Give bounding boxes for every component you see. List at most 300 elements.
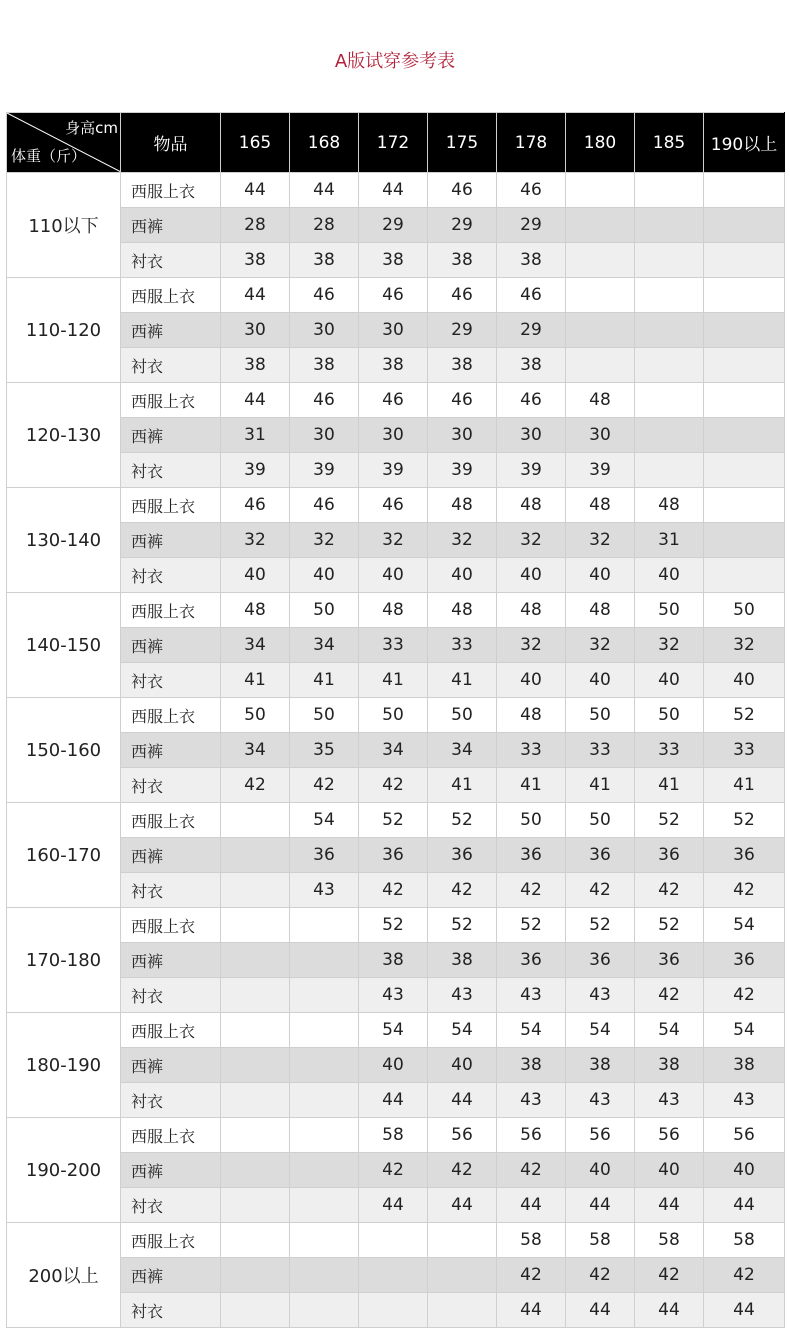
size-value-cell: 44 (704, 1293, 785, 1328)
size-value-cell: 44 (221, 173, 290, 208)
size-value-cell: 42 (635, 1258, 704, 1293)
size-value-cell: 32 (704, 628, 785, 663)
size-value-cell: 41 (497, 768, 566, 803)
size-value-cell: 42 (497, 1153, 566, 1188)
size-value-cell: 42 (428, 873, 497, 908)
size-value-cell (704, 173, 785, 208)
size-value-cell: 36 (704, 943, 785, 978)
size-value-cell: 46 (359, 488, 428, 523)
height-column-header: 172 (359, 113, 428, 173)
size-value-cell: 40 (566, 1153, 635, 1188)
table-row (7, 803, 785, 838)
size-value-cell: 34 (290, 628, 359, 663)
size-value-cell: 30 (290, 418, 359, 453)
size-value-cell: 54 (704, 1013, 785, 1048)
size-value-cell: 41 (221, 663, 290, 698)
size-value-cell (290, 1013, 359, 1048)
table-row (7, 348, 785, 383)
size-value-cell (635, 278, 704, 313)
size-value-cell (704, 243, 785, 278)
table-row (7, 523, 785, 558)
size-value-cell: 54 (428, 1013, 497, 1048)
size-value-cell: 39 (221, 453, 290, 488)
table-row (7, 1118, 785, 1153)
size-value-cell: 38 (359, 348, 428, 383)
size-value-cell: 38 (428, 348, 497, 383)
size-value-cell: 50 (704, 593, 785, 628)
size-value-cell: 39 (497, 453, 566, 488)
size-value-cell: 40 (635, 558, 704, 593)
size-value-cell: 42 (497, 873, 566, 908)
size-value-cell: 44 (359, 1188, 428, 1223)
size-value-cell: 58 (566, 1223, 635, 1258)
table-row (7, 1258, 785, 1293)
size-value-cell (221, 1293, 290, 1328)
item-name-cell: 西服上衣 (121, 803, 221, 838)
size-value-cell: 52 (428, 908, 497, 943)
size-value-cell (359, 1293, 428, 1328)
item-name-cell: 衬衣 (121, 558, 221, 593)
weight-range-cell: 110以下 (7, 173, 121, 278)
size-value-cell: 43 (635, 1083, 704, 1118)
table-row (7, 418, 785, 453)
size-value-cell: 41 (635, 768, 704, 803)
weight-range-cell: 120-130 (7, 383, 121, 488)
size-value-cell: 44 (359, 173, 428, 208)
size-value-cell: 33 (497, 733, 566, 768)
size-value-cell: 30 (290, 313, 359, 348)
item-name-cell: 西服上衣 (121, 908, 221, 943)
size-value-cell (290, 943, 359, 978)
table-row (7, 278, 785, 313)
item-name-cell: 西服上衣 (121, 1118, 221, 1153)
size-value-cell: 40 (428, 558, 497, 593)
size-value-cell: 44 (221, 278, 290, 313)
size-value-cell: 40 (704, 663, 785, 698)
size-value-cell: 31 (221, 418, 290, 453)
size-value-cell: 43 (497, 1083, 566, 1118)
size-value-cell (221, 873, 290, 908)
size-value-cell: 38 (221, 243, 290, 278)
table-row (7, 628, 785, 663)
size-value-cell: 44 (635, 1188, 704, 1223)
size-value-cell: 38 (290, 348, 359, 383)
size-value-cell: 46 (290, 488, 359, 523)
size-value-cell: 36 (704, 838, 785, 873)
size-value-cell: 40 (635, 1153, 704, 1188)
weight-range-cell: 150-160 (7, 698, 121, 803)
size-value-cell (359, 1223, 428, 1258)
size-value-cell: 30 (566, 418, 635, 453)
size-value-cell (290, 1048, 359, 1083)
item-name-cell: 西服上衣 (121, 1013, 221, 1048)
size-value-cell: 32 (566, 628, 635, 663)
size-value-cell: 34 (359, 733, 428, 768)
size-value-cell: 41 (566, 768, 635, 803)
size-value-cell (221, 1188, 290, 1223)
size-value-cell: 54 (290, 803, 359, 838)
size-value-cell: 52 (704, 803, 785, 838)
size-value-cell: 39 (566, 453, 635, 488)
size-value-cell: 50 (290, 593, 359, 628)
item-name-cell: 西服上衣 (121, 383, 221, 418)
height-column-header: 178 (497, 113, 566, 173)
size-value-cell: 48 (566, 593, 635, 628)
size-value-cell (428, 1258, 497, 1293)
size-value-cell: 42 (635, 978, 704, 1013)
table-row (7, 1083, 785, 1118)
size-value-cell: 38 (428, 243, 497, 278)
size-value-cell: 35 (290, 733, 359, 768)
table-row (7, 558, 785, 593)
size-value-cell (221, 1013, 290, 1048)
size-value-cell: 54 (635, 1013, 704, 1048)
size-value-cell: 52 (704, 698, 785, 733)
size-chart-table (6, 112, 785, 1328)
size-value-cell: 44 (221, 383, 290, 418)
size-value-cell: 48 (497, 698, 566, 733)
size-value-cell: 46 (359, 383, 428, 418)
size-value-cell: 43 (566, 1083, 635, 1118)
item-name-cell: 衬衣 (121, 1083, 221, 1118)
size-value-cell: 48 (497, 488, 566, 523)
size-value-cell: 46 (290, 383, 359, 418)
weight-range-cell: 140-150 (7, 593, 121, 698)
size-value-cell: 42 (359, 873, 428, 908)
size-value-cell: 42 (428, 1153, 497, 1188)
height-column-header: 175 (428, 113, 497, 173)
table-row (7, 908, 785, 943)
table-row (7, 1153, 785, 1188)
size-value-cell: 33 (428, 628, 497, 663)
size-value-cell: 34 (221, 628, 290, 663)
size-value-cell: 44 (566, 1293, 635, 1328)
size-value-cell (221, 978, 290, 1013)
size-value-cell (566, 208, 635, 243)
size-value-cell: 36 (290, 838, 359, 873)
size-value-cell: 42 (704, 1258, 785, 1293)
size-value-cell: 40 (497, 663, 566, 698)
size-value-cell (566, 348, 635, 383)
size-value-cell: 44 (704, 1188, 785, 1223)
size-value-cell (704, 558, 785, 593)
size-value-cell: 54 (566, 1013, 635, 1048)
size-value-cell: 33 (635, 733, 704, 768)
size-value-cell (566, 313, 635, 348)
height-column-header: 190以上 (704, 113, 785, 173)
size-value-cell: 52 (566, 908, 635, 943)
size-value-cell (221, 1258, 290, 1293)
table-row (7, 208, 785, 243)
item-name-cell: 衬衣 (121, 768, 221, 803)
size-value-cell (704, 418, 785, 453)
size-value-cell (290, 1293, 359, 1328)
size-value-cell: 44 (497, 1188, 566, 1223)
size-value-cell: 30 (359, 418, 428, 453)
size-value-cell: 32 (359, 523, 428, 558)
height-column-header: 168 (290, 113, 359, 173)
size-value-cell: 40 (497, 558, 566, 593)
size-value-cell: 32 (428, 523, 497, 558)
size-value-cell: 58 (497, 1223, 566, 1258)
size-value-cell (566, 243, 635, 278)
weight-range-cell: 200以上 (7, 1223, 121, 1328)
item-name-cell: 西裤 (121, 1153, 221, 1188)
size-value-cell: 36 (497, 943, 566, 978)
size-value-cell: 46 (428, 383, 497, 418)
size-value-cell (704, 278, 785, 313)
size-value-cell (704, 523, 785, 558)
weight-range-cell: 160-170 (7, 803, 121, 908)
size-value-cell: 32 (635, 628, 704, 663)
size-value-cell: 46 (497, 383, 566, 418)
size-value-cell: 38 (704, 1048, 785, 1083)
table-row (7, 873, 785, 908)
size-value-cell: 54 (704, 908, 785, 943)
size-value-cell (635, 348, 704, 383)
size-value-cell: 41 (428, 663, 497, 698)
size-value-cell: 50 (497, 803, 566, 838)
item-column-header: 物品 (121, 113, 221, 173)
size-value-cell: 56 (428, 1118, 497, 1153)
size-value-cell (290, 1118, 359, 1153)
size-value-cell (221, 803, 290, 838)
header-row (7, 113, 785, 173)
item-name-cell: 西裤 (121, 838, 221, 873)
size-value-cell: 40 (704, 1153, 785, 1188)
size-value-cell: 42 (704, 978, 785, 1013)
size-value-cell: 38 (635, 1048, 704, 1083)
size-value-cell (635, 383, 704, 418)
size-value-cell: 50 (635, 593, 704, 628)
table-row (7, 383, 785, 418)
item-name-cell: 西服上衣 (121, 278, 221, 313)
size-value-cell: 36 (566, 943, 635, 978)
size-value-cell: 29 (497, 208, 566, 243)
size-value-cell: 46 (428, 278, 497, 313)
size-value-cell: 48 (221, 593, 290, 628)
size-value-cell: 42 (704, 873, 785, 908)
size-value-cell: 38 (497, 1048, 566, 1083)
size-value-cell: 32 (566, 523, 635, 558)
table-row (7, 313, 785, 348)
size-value-cell: 58 (359, 1118, 428, 1153)
size-value-cell (221, 1223, 290, 1258)
size-value-cell: 38 (428, 943, 497, 978)
size-value-cell: 42 (290, 768, 359, 803)
size-value-cell: 29 (428, 208, 497, 243)
size-value-cell: 52 (359, 803, 428, 838)
weight-range-cell: 110-120 (7, 278, 121, 383)
table-row (7, 978, 785, 1013)
size-value-cell (635, 243, 704, 278)
table-row (7, 663, 785, 698)
size-value-cell (428, 1223, 497, 1258)
item-name-cell: 西服上衣 (121, 488, 221, 523)
item-name-cell: 西裤 (121, 313, 221, 348)
item-name-cell: 西裤 (121, 733, 221, 768)
table-row (7, 243, 785, 278)
size-value-cell: 30 (359, 313, 428, 348)
size-value-cell: 43 (290, 873, 359, 908)
size-value-cell: 29 (428, 313, 497, 348)
size-value-cell (635, 418, 704, 453)
size-value-cell (290, 1083, 359, 1118)
table-row (7, 1048, 785, 1083)
size-value-cell: 44 (359, 1083, 428, 1118)
size-value-cell (635, 173, 704, 208)
weight-range-cell: 130-140 (7, 488, 121, 593)
size-value-cell (566, 278, 635, 313)
size-value-cell (290, 1258, 359, 1293)
size-value-cell: 29 (359, 208, 428, 243)
size-value-cell: 34 (428, 733, 497, 768)
size-value-cell (221, 943, 290, 978)
size-value-cell (704, 348, 785, 383)
size-value-cell (635, 453, 704, 488)
size-value-cell: 54 (359, 1013, 428, 1048)
size-value-cell: 42 (566, 1258, 635, 1293)
size-value-cell: 40 (428, 1048, 497, 1083)
size-value-cell: 48 (635, 488, 704, 523)
size-value-cell: 48 (359, 593, 428, 628)
size-value-cell: 43 (566, 978, 635, 1013)
height-column-header: 165 (221, 113, 290, 173)
size-value-cell: 56 (497, 1118, 566, 1153)
size-value-cell: 44 (428, 1188, 497, 1223)
size-value-cell (566, 173, 635, 208)
size-value-cell: 50 (566, 698, 635, 733)
size-value-cell: 30 (221, 313, 290, 348)
size-value-cell: 52 (497, 908, 566, 943)
size-value-cell: 50 (635, 698, 704, 733)
size-value-cell: 44 (497, 1293, 566, 1328)
size-value-cell: 48 (566, 383, 635, 418)
size-chart-body (7, 173, 785, 1328)
item-name-cell: 衬衣 (121, 348, 221, 383)
size-value-cell: 42 (359, 768, 428, 803)
size-value-cell: 41 (359, 663, 428, 698)
item-name-cell: 衬衣 (121, 453, 221, 488)
size-value-cell: 36 (497, 838, 566, 873)
size-value-cell: 46 (497, 278, 566, 313)
size-value-cell: 52 (635, 908, 704, 943)
item-name-cell: 西服上衣 (121, 698, 221, 733)
table-row (7, 733, 785, 768)
table-row (7, 1013, 785, 1048)
size-value-cell: 32 (290, 523, 359, 558)
weight-range-cell: 180-190 (7, 1013, 121, 1118)
size-value-cell: 31 (635, 523, 704, 558)
size-value-cell (221, 838, 290, 873)
size-value-cell (221, 1083, 290, 1118)
size-value-cell: 39 (428, 453, 497, 488)
size-value-cell (221, 1048, 290, 1083)
size-value-cell: 38 (497, 243, 566, 278)
height-column-header: 185 (635, 113, 704, 173)
table-row (7, 453, 785, 488)
item-name-cell: 西服上衣 (121, 593, 221, 628)
size-value-cell: 38 (221, 348, 290, 383)
size-value-cell (221, 908, 290, 943)
size-value-cell: 42 (359, 1153, 428, 1188)
size-value-cell: 40 (221, 558, 290, 593)
size-value-cell: 50 (566, 803, 635, 838)
size-value-cell (221, 1118, 290, 1153)
size-value-cell: 33 (566, 733, 635, 768)
size-value-cell: 48 (428, 488, 497, 523)
size-value-cell: 46 (359, 278, 428, 313)
size-value-cell (290, 1188, 359, 1223)
size-value-cell: 42 (635, 873, 704, 908)
size-value-cell: 50 (290, 698, 359, 733)
size-value-cell: 46 (428, 173, 497, 208)
size-value-cell (290, 1223, 359, 1258)
size-value-cell: 29 (497, 313, 566, 348)
size-value-cell: 38 (497, 348, 566, 383)
size-value-cell: 28 (221, 208, 290, 243)
size-value-cell: 38 (290, 243, 359, 278)
item-name-cell: 西裤 (121, 418, 221, 453)
size-value-cell: 41 (428, 768, 497, 803)
size-value-cell: 56 (566, 1118, 635, 1153)
item-name-cell: 西裤 (121, 943, 221, 978)
size-value-cell: 38 (566, 1048, 635, 1083)
size-value-cell: 48 (497, 593, 566, 628)
size-value-cell (221, 1153, 290, 1188)
size-value-cell: 33 (359, 628, 428, 663)
item-name-cell: 西裤 (121, 1048, 221, 1083)
size-value-cell: 46 (221, 488, 290, 523)
size-value-cell (704, 208, 785, 243)
size-value-cell: 56 (635, 1118, 704, 1153)
size-value-cell: 44 (566, 1188, 635, 1223)
size-value-cell (704, 488, 785, 523)
size-value-cell (635, 313, 704, 348)
item-name-cell: 衬衣 (121, 243, 221, 278)
height-axis-label: 身高cm (65, 119, 118, 137)
table-row (7, 173, 785, 208)
size-value-cell: 33 (704, 733, 785, 768)
size-value-cell: 34 (221, 733, 290, 768)
size-value-cell: 36 (566, 838, 635, 873)
size-value-cell (290, 978, 359, 1013)
size-value-cell: 32 (497, 523, 566, 558)
size-value-cell (704, 313, 785, 348)
table-row (7, 1188, 785, 1223)
size-value-cell: 30 (497, 418, 566, 453)
size-value-cell: 52 (428, 803, 497, 838)
item-name-cell: 衬衣 (121, 1293, 221, 1328)
size-value-cell: 58 (704, 1223, 785, 1258)
weight-axis-label: 体重（斤） (11, 147, 87, 165)
size-value-cell: 52 (359, 908, 428, 943)
size-value-cell: 42 (221, 768, 290, 803)
item-name-cell: 西服上衣 (121, 173, 221, 208)
size-value-cell: 52 (635, 803, 704, 838)
size-value-cell: 58 (635, 1223, 704, 1258)
size-value-cell: 40 (359, 558, 428, 593)
size-value-cell: 38 (359, 943, 428, 978)
table-row (7, 768, 785, 803)
size-value-cell (635, 208, 704, 243)
item-name-cell: 西裤 (121, 208, 221, 243)
size-value-cell: 40 (359, 1048, 428, 1083)
size-value-cell: 39 (359, 453, 428, 488)
size-value-cell: 42 (566, 873, 635, 908)
size-value-cell: 56 (704, 1118, 785, 1153)
table-row (7, 838, 785, 873)
